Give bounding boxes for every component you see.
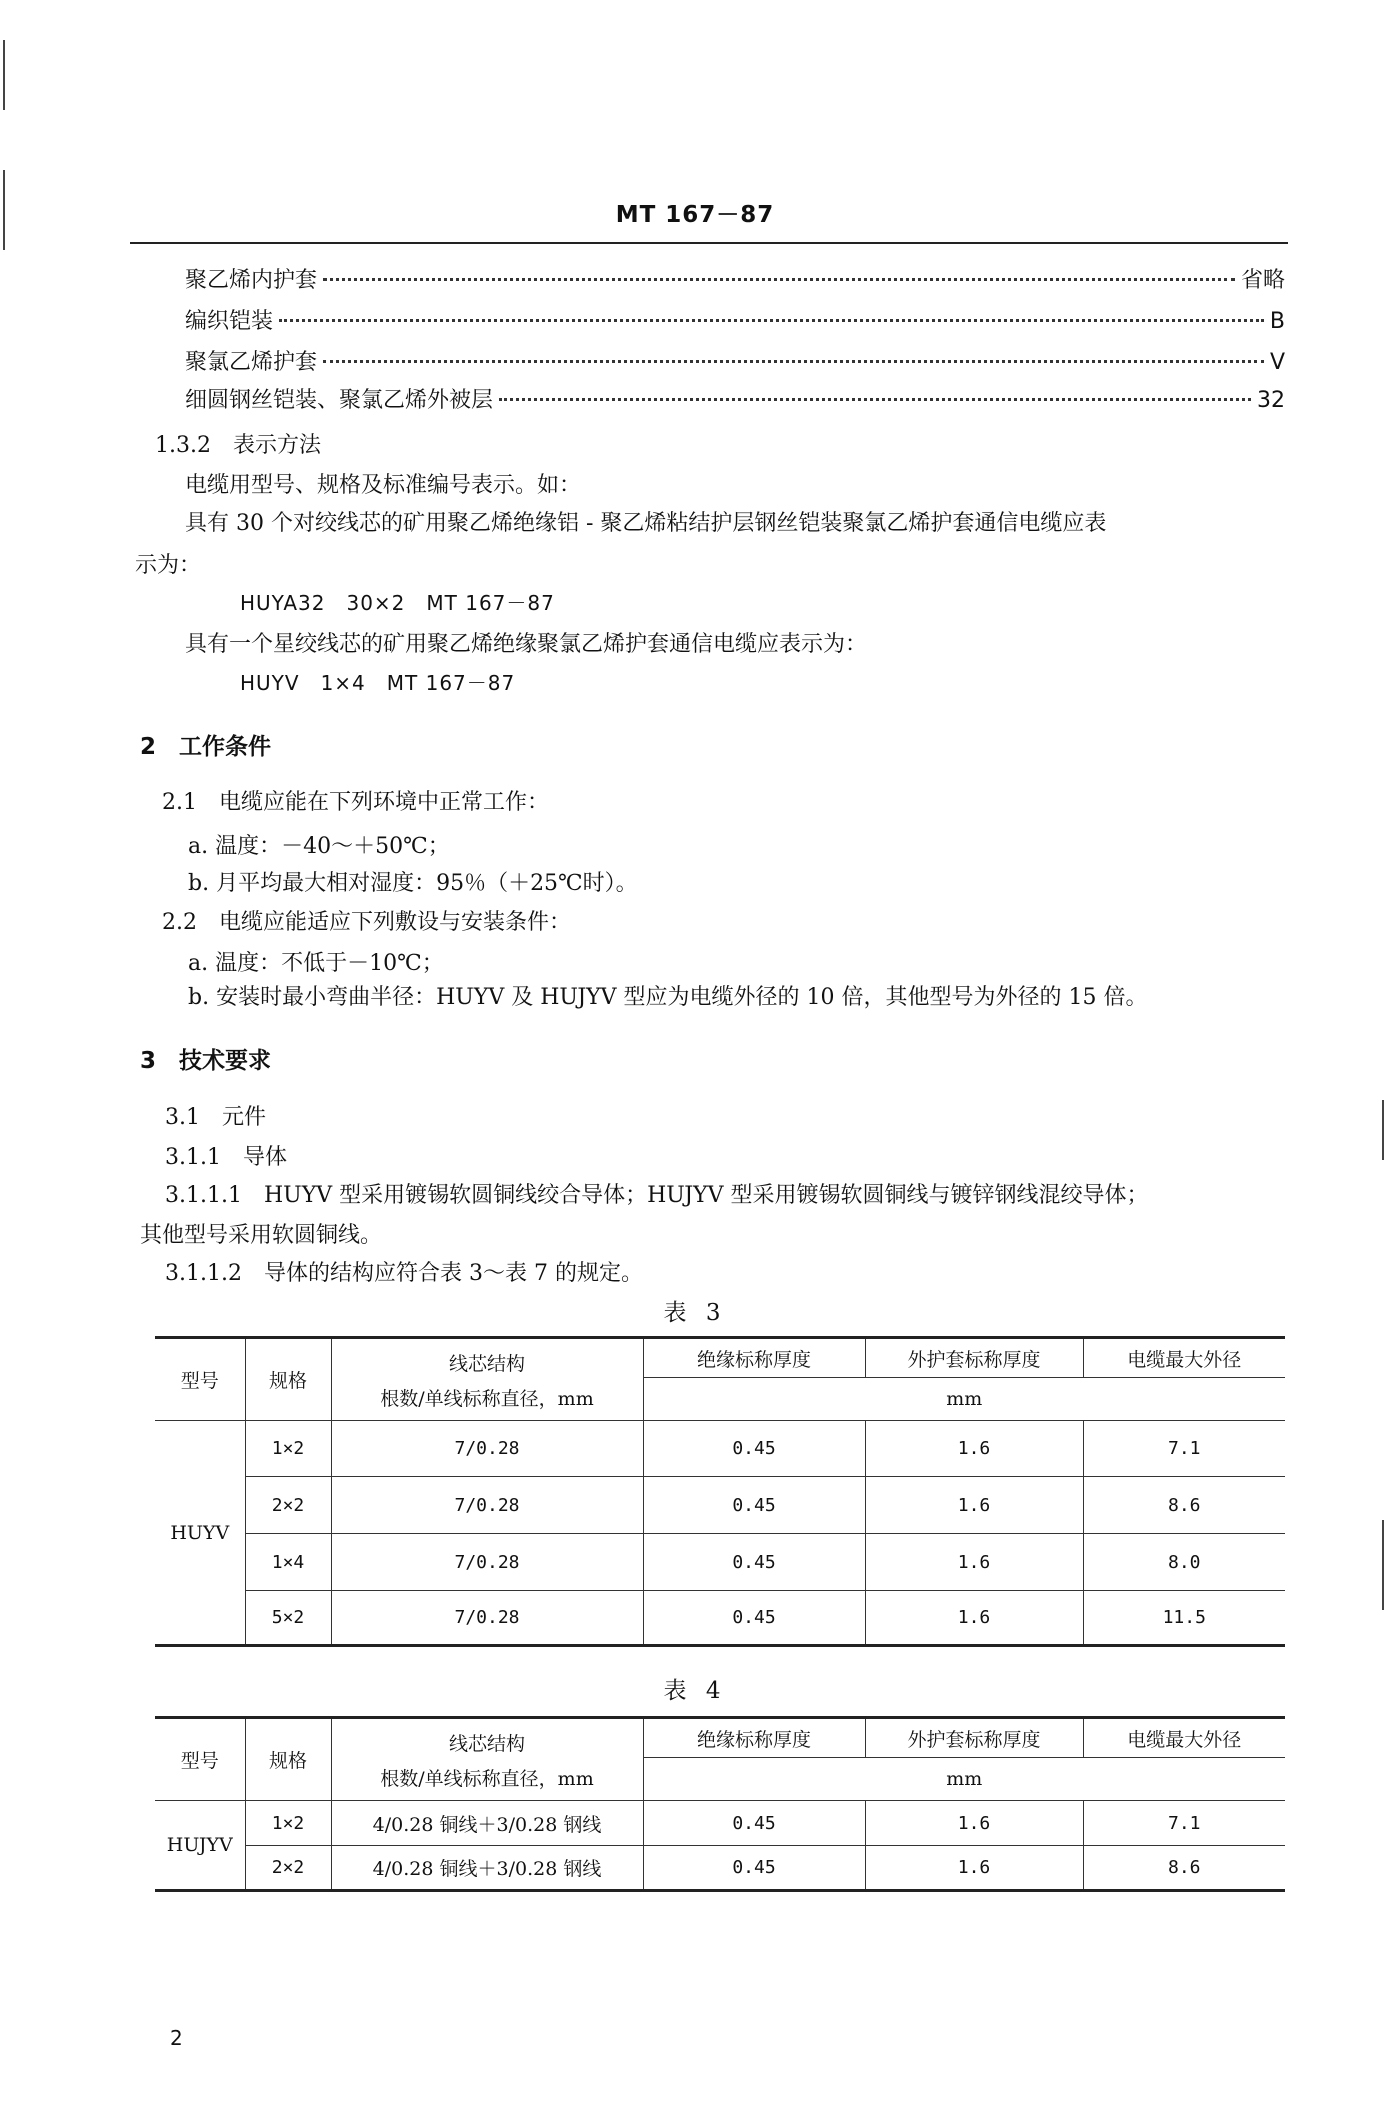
paragraph: 具有 30 个对绞线芯的矿用聚乙烯绝缘铝 - 聚乙烯粘结护层钢丝铠装聚氯乙烯护套通信电缆应表 (185, 511, 1107, 536)
sheath-cell: 1.6 (865, 1591, 1083, 1646)
header-structure-line2: 根数/单线标称直径，mm (380, 1767, 594, 1790)
structure-cell: 7/0.28 (331, 1534, 643, 1591)
code-value: 省略 (1240, 268, 1285, 293)
header-unit: mm (643, 1378, 1285, 1421)
model-cell: HUJYV (155, 1801, 245, 1891)
code-list-item (185, 345, 1285, 376)
spec-cell: 2×2 (245, 1477, 331, 1534)
dot-leader (323, 277, 1235, 281)
spec-cell: 5×2 (245, 1591, 331, 1646)
header-structure (331, 1338, 643, 1421)
code-label: 编织铠装 (185, 309, 274, 334)
header-structure-line2: 根数/单线标称直径，mm (380, 1387, 594, 1410)
sheath-cell: 1.6 (865, 1477, 1083, 1534)
header-diameter: 电缆最大外径 (1083, 1718, 1285, 1758)
list-item: b. 月平均最大相对湿度：95％（＋25℃时）。 (188, 871, 638, 896)
insulation-cell: 0.45 (643, 1421, 865, 1477)
scan-edge-mark (1382, 1100, 1384, 1160)
header-sheath: 外护套标称厚度 (865, 1338, 1083, 1378)
list-item: a. 温度：－40～＋50℃； (188, 834, 450, 859)
page-number: 2 (170, 2026, 183, 2050)
sheath-cell: 1.6 (865, 1534, 1083, 1591)
header-diameter: 电缆最大外径 (1083, 1338, 1285, 1378)
paragraph: 电缆用型号、规格及标准编号表示。如： (185, 473, 582, 498)
table-3 (155, 1336, 1285, 1647)
example-code: HUYV 1×4 MT 167－87 (240, 671, 516, 695)
example-code: HUYA32 30×2 MT 167－87 (240, 591, 555, 615)
header-spec: 规格 (245, 1338, 331, 1421)
table-caption: 表 3 (663, 1300, 727, 1326)
model-cell: HUYV (155, 1421, 245, 1646)
structure-cell: 7/0.28 (331, 1477, 643, 1534)
list-item: b. 安装时最小弯曲半径：HUYV 及 HUJYV 型应为电缆外径的 10 倍，其他型号为外径的 15 倍。 (188, 985, 1148, 1010)
code-label: 聚乙烯内护套 (185, 268, 318, 293)
paragraph: 其他型号采用软圆铜线。 (140, 1223, 383, 1248)
dot-leader (499, 397, 1251, 401)
header-structure-line1: 线芯结构 (448, 1732, 525, 1755)
header-rule (130, 242, 1288, 244)
diameter-cell: 8.0 (1083, 1534, 1285, 1591)
paragraph: 示为： (135, 553, 202, 578)
clause: 3.1 元件 (165, 1105, 266, 1130)
code-value: B (1269, 309, 1285, 334)
structure-cell: 7/0.28 (331, 1421, 643, 1477)
sheath-cell: 1.6 (865, 1846, 1083, 1891)
code-list-item (185, 304, 1285, 335)
insulation-cell: 0.45 (643, 1846, 865, 1891)
header-structure-line1: 线芯结构 (448, 1352, 525, 1375)
code-value: V (1269, 350, 1285, 375)
spec-cell: 1×4 (245, 1534, 331, 1591)
insulation-cell: 0.45 (643, 1477, 865, 1534)
sheath-cell: 1.6 (865, 1801, 1083, 1846)
header-insulation: 绝缘标称厚度 (643, 1718, 865, 1758)
structure-cell: 7/0.28 (331, 1591, 643, 1646)
sheath-cell: 1.6 (865, 1421, 1083, 1477)
section-title: 3 技术要求 (140, 1048, 272, 1074)
spec-cell: 2×2 (245, 1846, 331, 1891)
structure-cell: 4/0.28 铜线＋3/0.28 钢线 (331, 1801, 643, 1846)
code-label: 细圆钢丝铠装、聚氯乙烯外被层 (185, 388, 494, 413)
clause: 2.1 电缆应能在下列环境中正常工作： (162, 790, 549, 815)
code-list-item (185, 263, 1285, 294)
diameter-cell: 8.6 (1083, 1477, 1285, 1534)
dot-leader (279, 318, 1264, 322)
code-list-item (185, 383, 1285, 414)
header-structure (331, 1718, 643, 1801)
diameter-cell: 11.5 (1162, 1607, 1206, 1628)
spec-cell: 1×2 (245, 1421, 331, 1477)
table-caption: 表 4 (663, 1678, 727, 1704)
scan-edge-mark (1382, 1520, 1384, 1610)
document-header: MT 167－87 (615, 202, 775, 228)
header-model: 型号 (155, 1338, 245, 1421)
header-sheath: 外护套标称厚度 (865, 1718, 1083, 1758)
subsection-heading: 1.3.2 表示方法 (155, 433, 321, 458)
insulation-cell: 0.45 (643, 1801, 865, 1846)
header-spec: 规格 (245, 1718, 331, 1801)
list-item: a. 温度：不低于－10℃； (188, 951, 444, 976)
dot-leader (323, 359, 1264, 363)
code-label: 聚氯乙烯护套 (185, 350, 318, 375)
clause: 2.2 电缆应能适应下列敷设与安装条件： (162, 910, 571, 935)
insulation-cell: 0.45 (643, 1591, 865, 1646)
scan-edge-mark (3, 40, 5, 110)
insulation-cell: 0.45 (643, 1534, 865, 1591)
clause: 3.1.1.1 HUYV 型采用镀锡软圆铜线绞合导体；HUJYV 型采用镀锡软圆铜线与镀锌钢线混绞导体； (165, 1183, 1149, 1208)
diameter-cell: 7.1 (1083, 1421, 1285, 1477)
structure-cell: 4/0.28 铜线＋3/0.28 钢线 (331, 1846, 643, 1891)
spec-cell: 1×2 (245, 1801, 331, 1846)
table-4 (155, 1716, 1285, 1892)
diameter-cell: 8.6 (1167, 1857, 1201, 1878)
code-value: 32 (1257, 388, 1285, 413)
clause: 3.1.1 导体 (165, 1145, 287, 1170)
section-title: 2 工作条件 (140, 734, 272, 760)
paragraph: 具有一个星绞线芯的矿用聚乙烯绝缘聚氯乙烯护套通信电缆应表示为： (185, 632, 868, 657)
diameter-cell: 7.1 (1083, 1801, 1285, 1846)
header-model: 型号 (155, 1718, 245, 1801)
header-insulation: 绝缘标称厚度 (643, 1338, 865, 1378)
clause: 3.1.1.2 导体的结构应符合表 3～表 7 的规定。 (165, 1261, 643, 1286)
header-unit: mm (643, 1758, 1285, 1801)
